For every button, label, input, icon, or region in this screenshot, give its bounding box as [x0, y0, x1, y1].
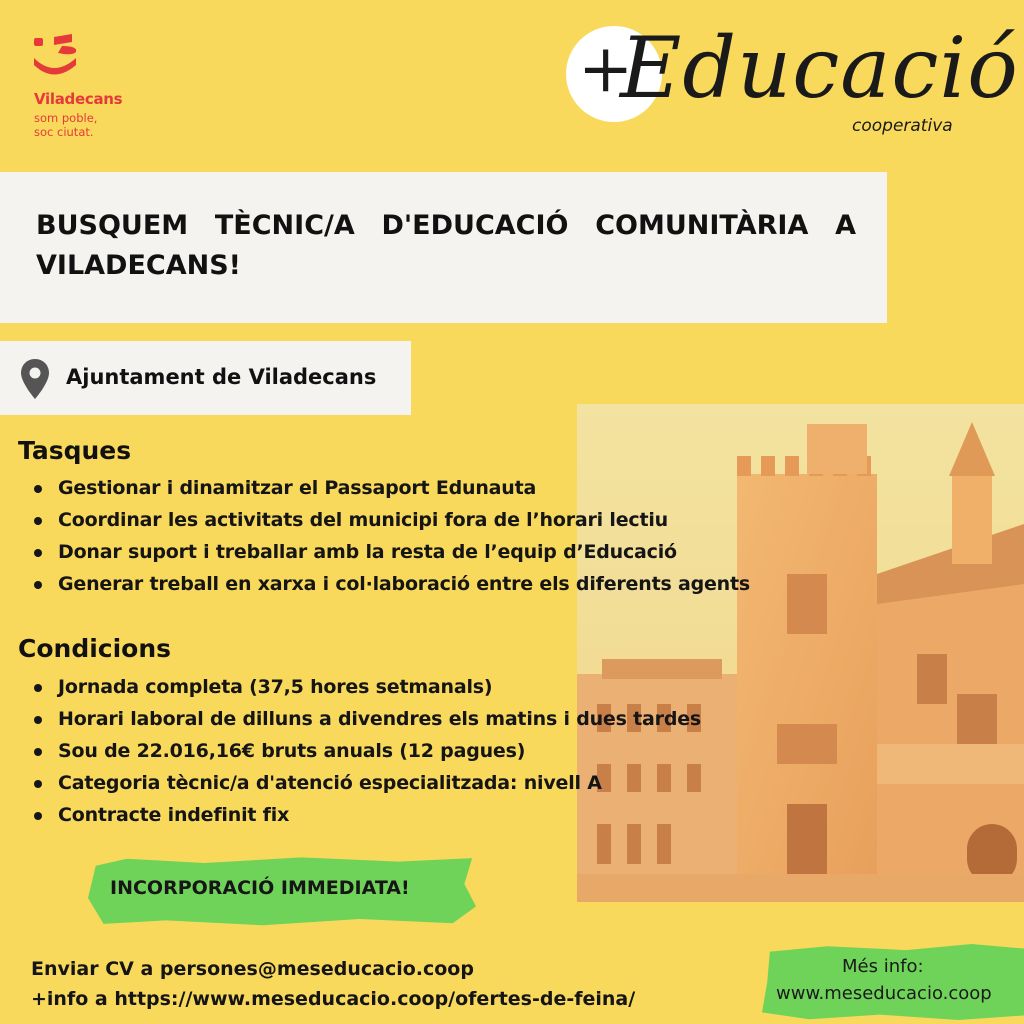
brand-plus: + — [578, 30, 634, 107]
more-info-label: Més info: — [842, 956, 924, 977]
list-item: Coordinar les activitats del municipi fora de l’horari lectiu — [34, 504, 750, 536]
list-item: Contracte indefinit fix — [34, 799, 701, 831]
list-item: Donar suport i treballar amb la resta de l’equip d’Educació — [34, 536, 750, 568]
list-item: Gestionar i dinamitzar el Passaport Edunauta — [34, 472, 750, 504]
immediate-start-text: INCORPORACIÓ IMMEDIATA! — [110, 877, 410, 899]
logo-tagline-1: som poble, — [34, 111, 98, 125]
info-line[interactable]: +info a https://www.meseducacio.coop/ofertes-de-feina/ — [31, 988, 636, 1010]
page-title: BUSQUEM TÈCNIC/A D'EDUCACIÓ COMUNITÀRIA A VILADECANS! — [36, 210, 856, 281]
list-item: Categoria tècnic/a d'atenció especialitzada: nivell A — [34, 767, 701, 799]
brand-subtitle: cooperativa — [852, 116, 953, 136]
location-text: Ajuntament de Viladecans — [66, 365, 377, 389]
title-panel — [0, 172, 887, 323]
cv-line[interactable]: Enviar CV a persones@meseducacio.coop — [31, 958, 474, 980]
map-pin-icon — [20, 358, 50, 400]
more-info-url[interactable]: www.meseducacio.coop — [776, 983, 992, 1004]
list-item: Generar treball en xarxa i col·laboració entre els diferents agents — [34, 568, 750, 600]
list-item: Horari laboral de dilluns a divendres els matins i dues tardes — [34, 703, 701, 735]
logo-name: Viladecans — [34, 90, 123, 108]
conditions-list — [34, 671, 701, 831]
location-panel — [0, 341, 411, 415]
list-item: Jornada completa (37,5 hores setmanals) — [34, 671, 701, 703]
logo-tagline-2: soc ciutat. — [34, 125, 94, 139]
smile-logo-icon — [32, 34, 82, 78]
tasks-list — [34, 472, 750, 600]
tasks-heading: Tasques — [18, 436, 132, 465]
list-item: Sou de 22.016,16€ bruts anuals (12 pagues) — [34, 735, 701, 767]
conditions-heading: Condicions — [18, 634, 172, 663]
brand-wordmark: Educació — [620, 19, 1019, 117]
